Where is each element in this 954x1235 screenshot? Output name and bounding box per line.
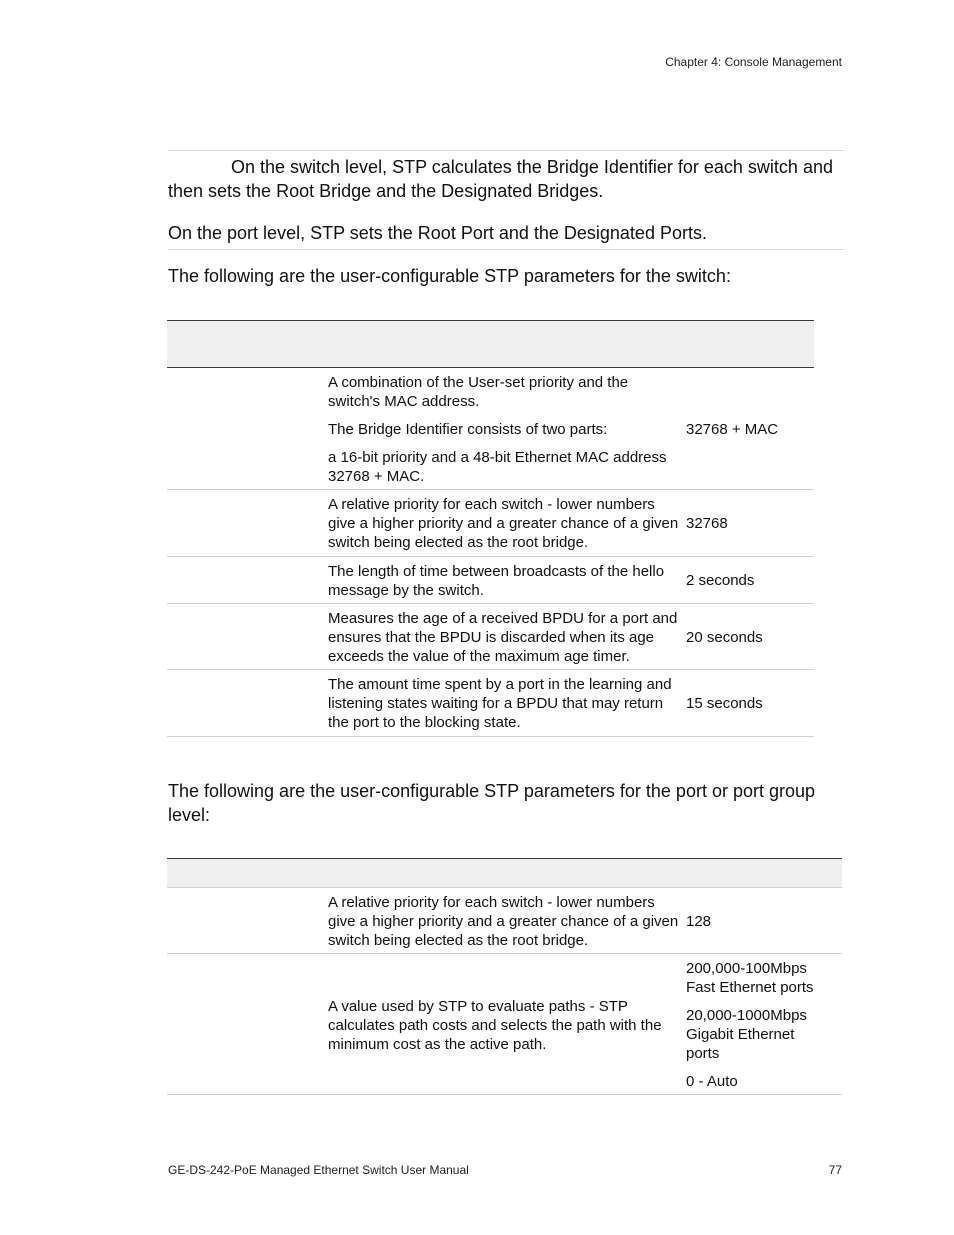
footer-manual-title: GE-DS-242-PoE Managed Ethernet Switch User Manual: [168, 1163, 469, 1177]
default-value: 0 - Auto: [686, 1073, 738, 1090]
table-header-rule: [167, 367, 814, 368]
row-divider: [167, 603, 814, 604]
description-line: A combination of the User-set priority and the switch's MAC address.: [328, 374, 629, 410]
table-cell-description: A relative priority for each switch - lower numbers give a higher priority and a greater chance of a given switch being elected as the root bridge.: [328, 496, 679, 551]
table-cell-default: 32768: [686, 515, 728, 532]
page-number: 77: [828, 1163, 842, 1177]
default-value: 20,000-1000Mbps Gigabit Ethernet ports: [686, 1007, 807, 1062]
description-line: a 16-bit priority and a 48-bit Ethernet MAC address 32768 + MAC.: [328, 449, 667, 485]
divider: [168, 150, 844, 151]
table-bottom-rule: [167, 736, 814, 737]
port-params-intro: The following are the user-configurable STP parameters for the port or port group level:: [168, 781, 816, 825]
default-value: 200,000-100Mbps Fast Ethernet ports: [686, 960, 814, 996]
intro-paragraph-switch-level: On the switch level, STP calculates the Bridge Identifier for each switch and then sets the Root Bridge and the Designated Bridges.: [168, 157, 833, 201]
table-cell-default: 128: [686, 913, 712, 930]
table-header-row: [167, 321, 814, 367]
table-cell-default: 20 seconds: [686, 629, 763, 646]
running-header: Chapter 4: Console Management: [665, 55, 842, 69]
table-bottom-rule: [167, 1094, 842, 1095]
table-cell-description: A value used by STP to evaluate paths - STP calculates path costs and selects the path with the minimum cost as the active path.: [328, 998, 662, 1053]
table-cell-description: [328, 373, 680, 486]
switch-params-intro: The following are the user-configurable STP parameters for the switch:: [168, 266, 731, 286]
row-divider: [167, 489, 814, 490]
table-header-row: [167, 859, 842, 887]
table-cell-description: A relative priority for each switch - lower numbers give a higher priority and a greater chance of a given switch being elected as the root bridge.: [328, 894, 679, 949]
table-cell-default: 15 seconds: [686, 695, 763, 712]
intro-paragraph-port-level: On the port level, STP sets the Root Port and the Designated Ports.: [168, 223, 707, 243]
table-cell-default: 32768 + MAC: [686, 421, 779, 438]
table-cell-default: [686, 959, 816, 1091]
table-cell-default: 2 seconds: [686, 572, 755, 589]
table-cell-description: The length of time between broadcasts of the hello message by the switch.: [328, 563, 665, 599]
table-header-rule: [167, 887, 842, 888]
row-divider: [167, 953, 842, 954]
divider: [168, 249, 844, 250]
table-cell-description: Measures the age of a received BPDU for a port and ensures that the BPDU is discarded when its age exceeds the value of the maximum age timer.: [328, 610, 678, 665]
description-line: The Bridge Identifier consists of two parts:: [328, 421, 608, 438]
row-divider: [167, 556, 814, 557]
table-cell-description: The amount time spent by a port in the learning and listening states waiting for a BPDU that may return the port to the blocking state.: [328, 676, 672, 731]
row-divider: [167, 669, 814, 670]
